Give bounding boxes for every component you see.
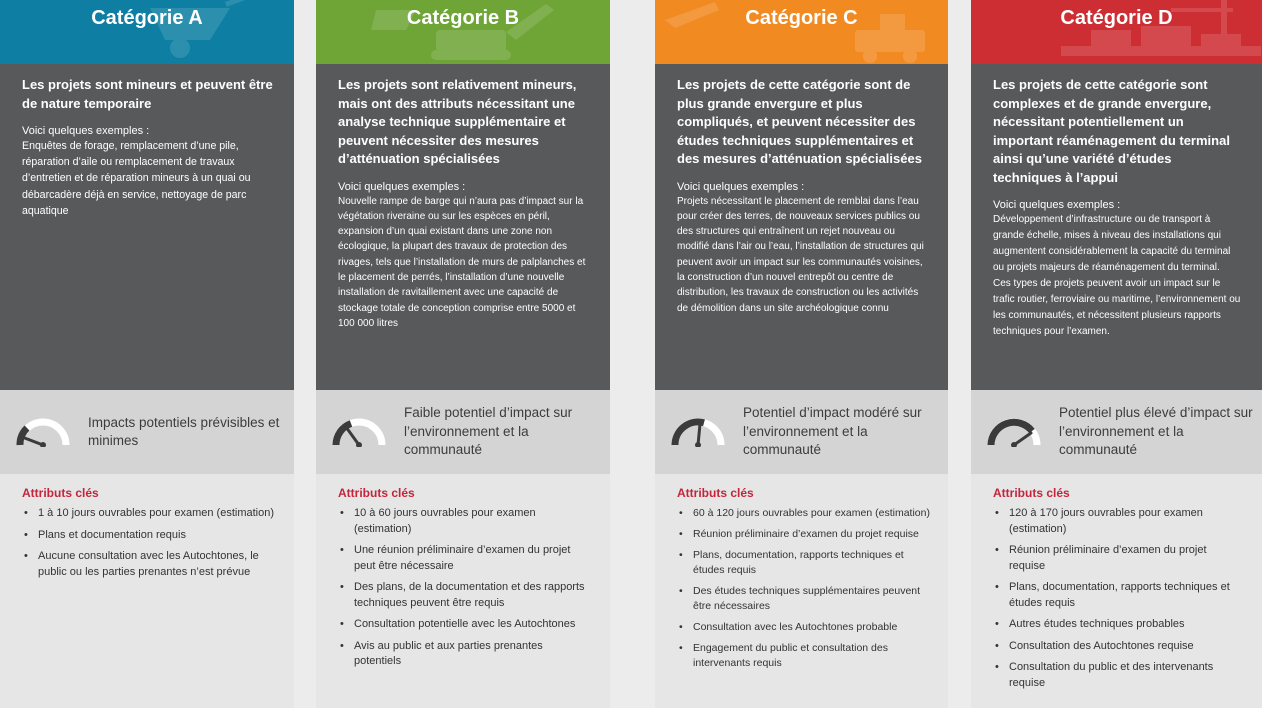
- category-a-title: Catégorie A: [91, 6, 203, 29]
- list-item: • Consultation des Autochtones requise: [993, 639, 1244, 655]
- list-item: • Avis au public et aux parties prenantes potentiels: [338, 639, 592, 670]
- category-c-attrs-title: Attributs clés: [677, 486, 754, 500]
- category-a-examples-title: Voici quelques exemples :: [22, 125, 150, 137]
- list-item: • Consultation du public et des intervenants requise: [993, 660, 1244, 691]
- category-a-examples: Enquêtes de forage, remplacement d’une pile, réparation d’aile ou remplacement de travaux d’entretien et de réparation mineurs à un quai ou débarcadère déjà en service, nettoyage de parc aquatique: [22, 140, 251, 217]
- category-a-column: [0, 0, 294, 708]
- list-item: • Plans, documentation, rapports techniques et études requis: [677, 548, 930, 578]
- category-b-description: [316, 64, 610, 390]
- category-c-column: [655, 0, 948, 708]
- category-d-title: Catégorie D: [1060, 6, 1173, 29]
- category-b-lead: Les projets sont relativement mineurs, mais ont des attributs nécessitant une analyse technique supplémentaire et peuvent nécessiter des mesures d’atténuation spécialisées: [338, 77, 577, 166]
- category-b-impact-text: Faible potentiel d’impact sur l’environnement et la communauté: [404, 405, 573, 458]
- category-d-impact: [971, 390, 1262, 474]
- list-item: • Engagement du public et consultation des intervenants requis: [677, 641, 930, 671]
- list-item: • Consultation potentielle avec les Autochtones: [338, 617, 592, 633]
- category-d-lead: Les projets de cette catégorie sont complexes et de grande envergure, nécessitant potentiellement un important réaménagement du terminal ainsi qu’une variété d’études techniques à l’appui: [993, 77, 1230, 185]
- list-item: • Aucune consultation avec les Autochtones, le public ou les parties prenantes n’est prévue: [22, 549, 276, 580]
- list-item: • Une réunion préliminaire d’examen du projet peut être nécessaire: [338, 543, 592, 574]
- category-c-lead: Les projets de cette catégorie sont de plus grande envergure et plus compliqués, et peuvent nécessiter des études techniques supplémentaires et des mesures d’atténuation spécialisées: [677, 77, 922, 166]
- category-b-title: Catégorie B: [406, 6, 520, 29]
- list-item: • Plans et documentation requis: [22, 528, 276, 544]
- list-item: • Réunion préliminaire d’examen du projet requise: [993, 543, 1244, 574]
- category-a-lead: Les projets sont mineurs et peuvent être de nature temporaire: [22, 77, 273, 111]
- category-b-column: [316, 0, 610, 708]
- gauge-high-icon: [987, 417, 1041, 447]
- category-a-description: [0, 64, 294, 390]
- category-c-impact-text: Potentiel d’impact modéré sur l’environnement et la communauté: [743, 405, 922, 458]
- category-c-header: [655, 0, 948, 64]
- category-a-header: [0, 0, 294, 64]
- category-b-examples: Nouvelle rampe de barge qui n’aura pas d’impact sur la végétation riveraine ou sur les espèces en péril, expansion d’un quai existant dans une zone non écologique, la plupart des travaux de protection des rivages, tels que l’installation de murs de palplanches et le placement de perrés, l’installation d’une nouvelle installation de ravitaillement avec une capacité de stockage totale de conception comprise entre 5000 et 100 000 litres: [338, 195, 586, 329]
- list-item: • 60 à 120 jours ouvrables pour examen (estimation): [677, 506, 930, 521]
- category-d-impact-text: Potentiel plus élevé d’impact sur l’environnement et la communauté: [1059, 405, 1253, 458]
- category-a-impact: [0, 390, 294, 474]
- category-d-examples-title: Voici quelques exemples :: [993, 199, 1121, 211]
- list-item: • Réunion préliminaire d’examen du projet requise: [677, 527, 930, 542]
- category-c-impact: [655, 390, 948, 474]
- list-item: • Plans, documentation, rapports techniques et études requis: [993, 580, 1244, 611]
- category-d-attributes: [971, 474, 1262, 708]
- list-item: • 10 à 60 jours ouvrables pour examen (estimation): [338, 506, 592, 537]
- category-d-column: [971, 0, 1262, 708]
- category-c-attributes: [655, 474, 948, 708]
- gauge-low-icon: [16, 417, 70, 447]
- category-d-attrs-title: Attributs clés: [993, 486, 1070, 500]
- category-b-attrs-title: Attributs clés: [338, 486, 415, 500]
- category-d-header: [971, 0, 1262, 64]
- category-d-description: [971, 64, 1262, 390]
- category-b-impact: [316, 390, 610, 474]
- category-a-impact-text: Impacts potentiels prévisibles et minimes: [88, 414, 280, 448]
- category-a-attributes: [0, 474, 294, 708]
- gauge-medium-icon: [671, 417, 725, 447]
- category-c-examples-title: Voici quelques exemples :: [677, 180, 805, 193]
- category-b-attributes: [316, 474, 610, 708]
- category-b-header: [316, 0, 610, 64]
- category-d-examples: Développement d’infrastructure ou de transport à grande échelle, mises à niveau des installations qui augmentent considérablement la capacité du terminal ou projets majeurs de réaménagement du terminal. Ces types de projets peuvent avoir un impact sur le trafic routier, ferroviaire ou maritime, l’environnement ou les communautés, et nécessitent plusieurs rapports techniques pour l’examen.: [993, 214, 1241, 337]
- category-a-attrs-title: Attributs clés: [22, 486, 99, 500]
- category-c-title: Catégorie C: [745, 6, 858, 29]
- list-item: • Consultation avec les Autochtones probable: [677, 620, 930, 635]
- list-item: • Des plans, de la documentation et des rapports techniques peuvent être requis: [338, 580, 592, 611]
- category-c-description: [655, 64, 948, 390]
- list-item: • 120 à 170 jours ouvrables pour examen (estimation): [993, 506, 1244, 537]
- list-item: • 1 à 10 jours ouvrables pour examen (estimation): [22, 506, 276, 522]
- category-b-examples-title: Voici quelques exemples :: [338, 180, 466, 193]
- list-item: • Des études techniques supplémentaires peuvent être nécessaires: [677, 584, 930, 614]
- category-c-examples: Projets nécessitant le placement de remblai dans l’eau pour créer des terres, de nouveaux services publics ou des structures qui entraînent un rejet nouveau ou modifié dans l’air ou l’eau, l’installation de structures qui peuvent avoir un impact sur les communautés voisines, la construction d’un nouvel entrepôt ou centre de distribution, les travaux de construction ou les activités de démolition dans un site archéologique connu: [677, 195, 924, 314]
- list-item: • Autres études techniques probables: [993, 617, 1244, 633]
- gauge-low-medium-icon: [332, 417, 386, 447]
